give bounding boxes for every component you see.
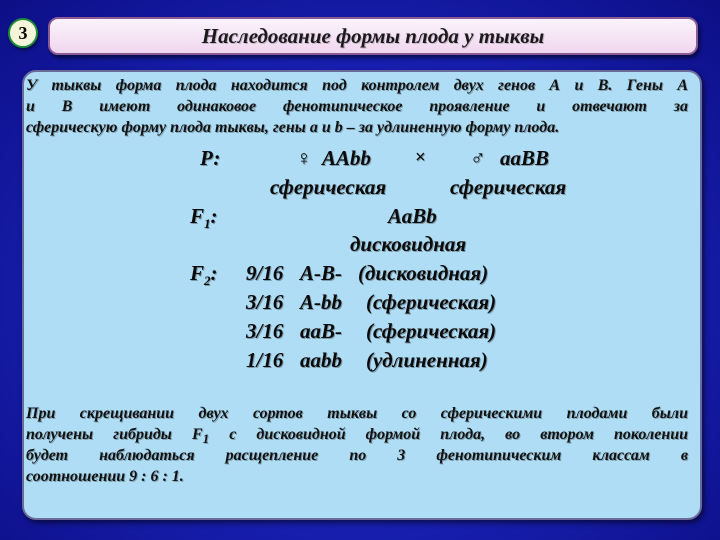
f2-genotype: А-В- [300,261,342,285]
f2-phenotype: (сферическая) [366,290,497,314]
f1-genotype: АаВb [388,204,437,228]
cross-symbol: × [415,147,426,168]
f2-phenotype: (удлиненная) [366,348,488,372]
intro-line-1: У тыквы форма плода находится под контролем двух генов А и В. Гены А [26,77,688,94]
f2-genotype: А-bb [300,290,342,314]
f2-genotype: ааbb [300,348,342,372]
male-symbol: ♂ [470,146,486,170]
f1-index: 1 [204,216,211,232]
f1-letter: F [190,204,205,228]
f2-colon: : [210,261,218,285]
female-genotype: ААbb [322,146,372,170]
f1-phenotype: дисковидная [350,232,467,256]
f2-phenotype: (сферическая) [366,319,497,343]
f2-genotype: ааВ- [300,319,342,343]
male-phenotype: сферическая [450,175,567,199]
slide-number-label: 3 [18,22,28,43]
conclusion-line-2-end: с дисковидной формой плода, во втором поколении [209,426,688,443]
male-genotype: ааВВ [500,146,550,170]
conclusion-f1-index: 1 [202,431,210,447]
f2-ratio: 3/16 [246,319,284,343]
intro-line-3: сферическую форму плода тыквы, гены а и b – за удлиненную форму плода. [26,119,560,136]
female-symbol: ♀ [296,146,312,170]
f1-colon: : [210,204,218,228]
f2-phenotype: (дисковидная) [358,261,489,285]
f1-label [190,204,218,232]
conclusion-line-3: будет наблюдаться расщепление по 3 фенотипическим классам в [26,447,688,464]
f2-index: 2 [204,273,211,289]
conclusion-line-2-start: получены гибриды F [26,426,203,443]
female-phenotype: сферическая [270,175,387,199]
f2-ratio: 3/16 [246,290,284,314]
slide-title: Наследование формы плода у тыквы [201,23,545,48]
p-label: Р: [200,146,221,170]
f2-letter: F [190,261,205,285]
conclusion-line-1: При скрещивании двух сортов тыквы со сферическими плодами были [26,405,688,422]
title-bar [48,17,698,55]
slide-number [8,18,38,48]
f2-label [190,261,218,289]
intro-line-2: и В имеют одинаковое фенотипическое проявление и отвечают за [26,98,688,115]
conclusion-line-4: соотношении 9 : 6 : 1. [26,468,184,485]
f2-ratio: 9/16 [246,261,284,285]
f2-ratio: 1/16 [246,348,284,372]
